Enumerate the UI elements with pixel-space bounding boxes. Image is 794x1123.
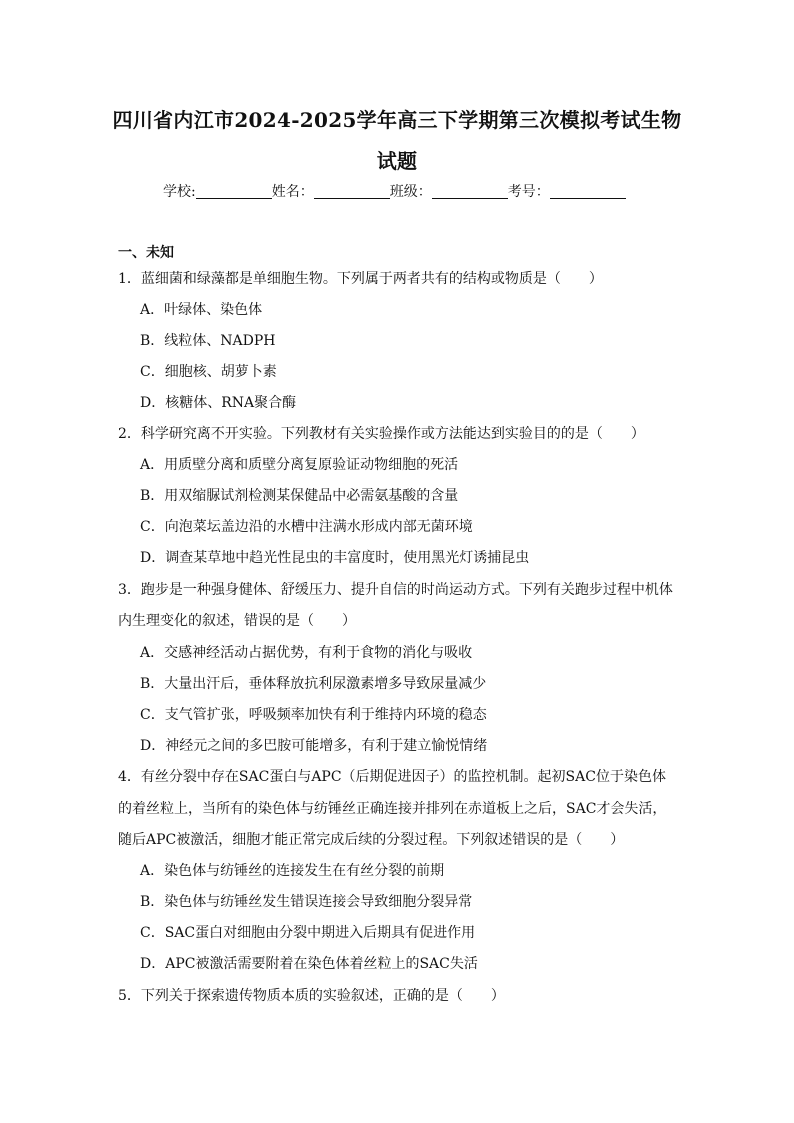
question-3-stem-line-2: 内生理变化的叙述，错误的是（ ） <box>118 613 356 629</box>
student-info-row <box>163 181 626 201</box>
question-4-stem-line-1: 4．有丝分裂中存在SAC蛋白与APC（后期促进因子）的监控机制。起初SAC位于染色体 <box>118 769 666 785</box>
question-3-option-c: C．支气管扩张，呼吸频率加快有利于维持内环境的稳态 <box>140 707 487 723</box>
question-3-option-a: A．交感神经活动占据优势，有利于食物的消化与吸收 <box>140 645 473 661</box>
question-2-option-a: A．用质壁分离和质壁分离复原验证动物细胞的死活 <box>140 457 459 473</box>
question-2-option-c: C．向泡菜坛盖边沿的水槽中注满水形成内部无菌环境 <box>140 519 473 535</box>
exam-number-label: 考号： <box>507 184 550 200</box>
question-3-option-d: D．神经元之间的多巴胺可能增多，有利于建立愉悦情绪 <box>140 738 488 754</box>
exam-number-blank <box>550 184 626 199</box>
question-3-option-b: B．大量出汗后，垂体释放抗利尿激素增多导致尿量减少 <box>140 676 487 692</box>
question-2-stem: 2．科学研究离不开实验。下列教材有关实验操作或方法能达到实验目的的是（ ） <box>118 426 645 442</box>
question-4-option-c: C．SAC蛋白对细胞由分裂中期进入后期具有促进作用 <box>140 925 476 941</box>
question-1-stem: 1．蓝细菌和绿藻都是单细胞生物。下列属于两者共有的结构或物质是（ ） <box>118 271 603 287</box>
exam-title-line-2: 试题 <box>376 149 418 173</box>
school-blank <box>196 184 272 199</box>
question-2-option-d: D．调查某草地中趋光性昆虫的丰富度时，使用黑光灯诱捕昆虫 <box>140 550 530 566</box>
question-4-stem-line-2: 的着丝粒上，当所有的染色体与纺锤丝正确连接并排列在赤道板上之后，SAC才会失活， <box>118 801 667 817</box>
name-blank <box>314 184 390 199</box>
question-5-stem: 5．下列关于探索遗传物质本质的实验叙述，正确的是（ ） <box>118 988 505 1004</box>
name-label: 姓名： <box>271 184 314 200</box>
section-heading: 一、未知 <box>118 245 174 261</box>
question-4-option-a: A．染色体与纺锤丝的连接发生在有丝分裂的前期 <box>140 863 445 879</box>
question-1-option-a: A．叶绿体、染色体 <box>140 302 263 318</box>
question-4-stem-line-3: 随后APC被激活，细胞才能正常完成后续的分裂过程。下列叙述错误的是（ ） <box>118 832 625 848</box>
question-1-option-b: B．线粒体、NADPH <box>140 333 276 349</box>
question-4-option-d: D．APC被激活需要附着在染色体着丝粒上的SAC失活 <box>140 956 478 972</box>
question-1-option-d: D．核糖体、RNA聚合酶 <box>140 395 297 411</box>
class-blank <box>432 184 508 199</box>
question-1-option-c: C．细胞核、胡萝卜素 <box>140 364 277 380</box>
school-label: 学校: <box>163 184 196 200</box>
question-4-option-b: B．染色体与纺锤丝发生错误连接会导致细胞分裂异常 <box>140 894 473 910</box>
class-label: 班级： <box>389 184 432 200</box>
question-3-stem-line-1: 3．跑步是一种强身健体、舒缓压力、提升自信的时尚运动方式。下列有关跑步过程中机体 <box>118 582 673 598</box>
exam-title-line-1: 四川省内江市2024-2025学年高三下学期第三次模拟考试生物 <box>112 108 682 132</box>
question-2-option-b: B．用双缩脲试剂检测某保健品中必需氨基酸的含量 <box>140 488 459 504</box>
